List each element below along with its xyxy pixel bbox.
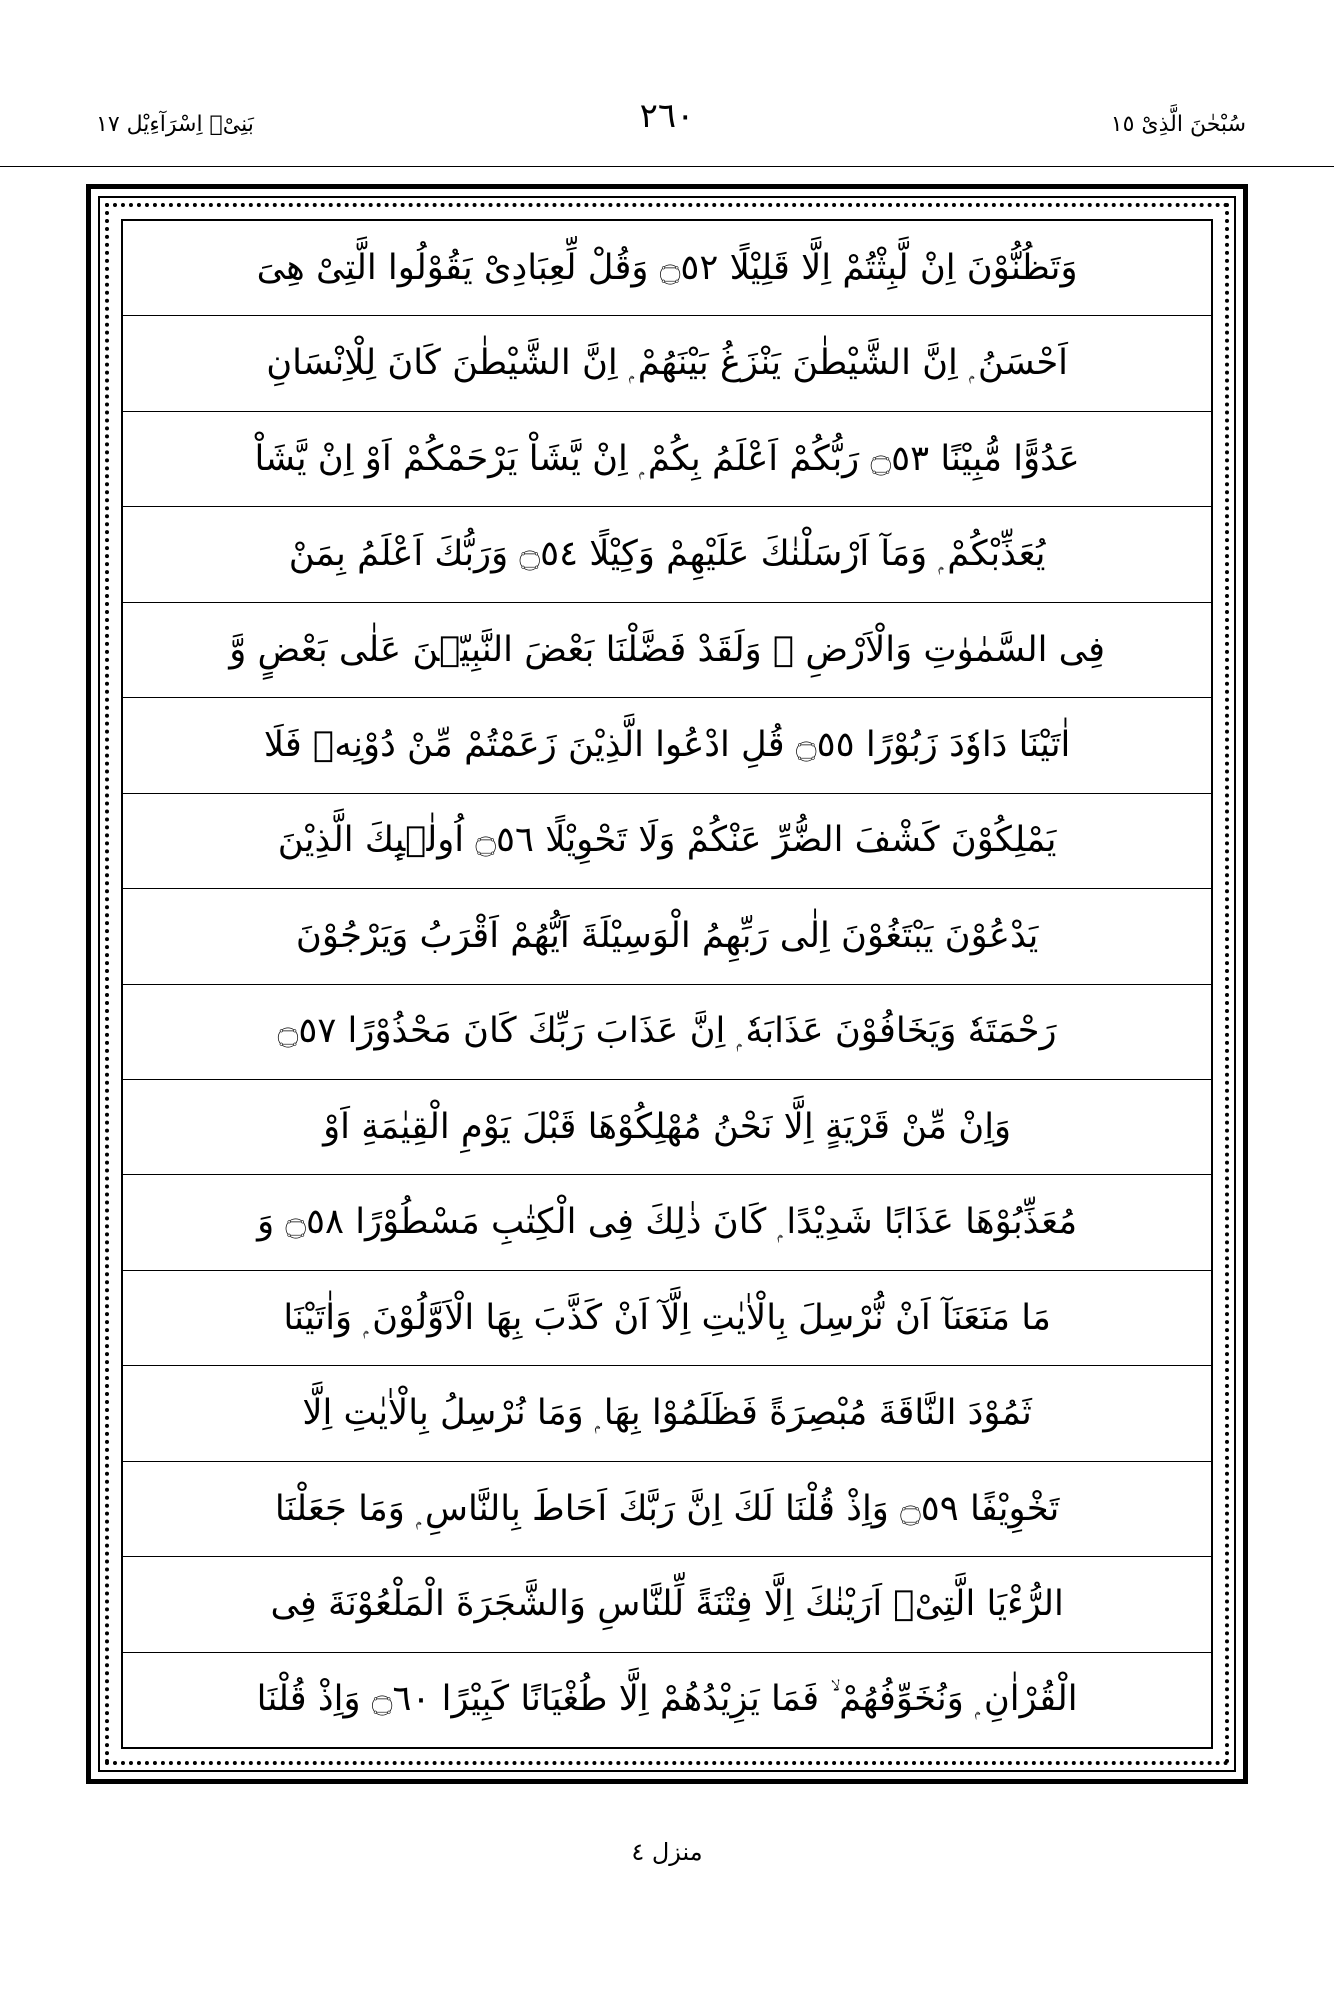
ayah-text: عَدُوًّا مُّبِيْنًا ۝٥٣ رَبُّكُمْ اَعْلَمُ بِكُمْ ۭ اِنْ يَّشَاْ يَرْحَمْكُمْ اَوْ اِنْ يَّشَاْ <box>254 438 1080 479</box>
header-divider <box>0 166 1334 167</box>
ayah-text: يُعَذِّبْكُمْ ۭ وَمَآ اَرْسَلْنٰكَ عَلَيْهِمْ وَكِيْلًا ۝٥٤ وَرَبُّكَ اَعْلَمُ بِمَنْ <box>288 534 1046 575</box>
ayah-line <box>123 603 1211 698</box>
ayah-text: وَاِنْ مِّنْ قَرْيَةٍ اِلَّا نَحْنُ مُهْلِكُوْهَا قَبْلَ يَوْمِ الْقِيٰمَةِ اَوْ <box>322 1106 1012 1147</box>
ayah-text: اٰتَيْنَا دَاوٗدَ زَبُوْرًا ۝٥٥ قُلِ ادْعُوا الَّذِيْنَ زَعَمْتُمْ مِّنْ دُوْنِهٖ فَلَا <box>263 725 1071 766</box>
ayah-text: مُعَذِّبُوْهَا عَذَابًا شَدِيْدًا ۭ كَانَ ذٰلِكَ فِى الْكِتٰبِ مَسْطُوْرًا ۝٥٨ وَ <box>256 1202 1078 1243</box>
ayah-line <box>123 1557 1211 1652</box>
ayah-line <box>123 507 1211 602</box>
surah-label: بَنِىْۤ اِسْرَآءِيْل ١٧ <box>96 112 254 137</box>
ayah-line <box>123 316 1211 411</box>
page-number: ٢٦٠ <box>639 96 695 136</box>
ayah-line <box>123 221 1211 316</box>
ayah-line <box>123 889 1211 984</box>
ayah-lines <box>123 221 1211 1747</box>
ayah-text: ثَمُوْدَ النَّاقَةَ مُبْصِرَةً فَظَلَمُوْا بِهَا ۭ وَمَا نُرْسِلُ بِالْاٰيٰتِ اِلَّا <box>302 1393 1032 1434</box>
ayah-text: يَمْلِكُوْنَ كَشْفَ الضُّرِّ عَنْكُمْ وَلَا تَحْوِيْلًا ۝٥٦ اُولٰۗىِٕكَ الَّذِيْنَ <box>277 820 1057 861</box>
ayah-line <box>123 1366 1211 1461</box>
text-frame-border-dotted <box>105 203 1229 1765</box>
ayah-text: فِى السَّمٰوٰتِ وَالْاَرْضِ ۭ وَلَقَدْ فَضَّلْنَا بَعْضَ النَّبِيّٖنَ عَلٰى بَعْضٍ وَّ <box>229 629 1105 670</box>
juz-label: سُبْحٰنَ الَّذِىْ ١٥ <box>1110 112 1246 137</box>
ayah-line <box>123 1462 1211 1557</box>
ayah-text: اَحْسَنُ ۭ اِنَّ الشَّيْطٰنَ يَنْزَغُ بَيْنَهُمْ ۭ اِنَّ الشَّيْطٰنَ كَانَ لِلْاِنْسَانِ <box>266 343 1068 384</box>
ayah-line <box>123 412 1211 507</box>
ayah-line <box>123 698 1211 793</box>
ayah-text: تَخْوِيْفًا ۝٥٩ وَاِذْ قُلْنَا لَكَ اِنَّ رَبَّكَ اَحَاطَ بِالنَّاسِ ۭ وَمَا جَعَلْنَا <box>274 1488 1060 1529</box>
ayah-text: الرُّءْيَا الَّتِىْۤ اَرَيْنٰكَ اِلَّا فِتْنَةً لِّلنَّاسِ وَالشَّجَرَةَ الْمَلْعُوْنَةَ فِى <box>270 1583 1064 1624</box>
ayah-text: الْقُرْاٰنِ ۭ وَنُخَوِّفُهُمْ ۙ فَمَا يَزِيْدُهُمْ اِلَّا طُغْيَانًا كَبِيْرًا ۝٦٠ وَاِذْ قُلْنَا <box>256 1679 1078 1720</box>
ayah-text: مَا مَنَعَنَآ اَنْ نُّرْسِلَ بِالْاٰيٰتِ اِلَّآ اَنْ كَذَّبَ بِهَا الْاَوَّلُوْنَ ۭ وَاٰتَيْنَا <box>283 1297 1051 1338</box>
ayah-text: وَتَظُنُّوْنَ اِنْ لَّبِثْتُمْ اِلَّا قَلِيْلًا ۝٥٢ وَقُلْ لِّعِبَادِىْ يَقُوْلُوا الَّتِىْ هِىَ <box>256 247 1078 288</box>
ayah-line <box>123 1271 1211 1366</box>
ayah-text: رَحْمَتَهٗ وَيَخَافُوْنَ عَذَابَهٗ ۭ اِنَّ عَذَابَ رَبِّكَ كَانَ مَحْذُوْرًا ۝٥٧ <box>277 1011 1057 1052</box>
ayah-line <box>123 794 1211 889</box>
ayah-text: يَدْعُوْنَ يَبْتَغُوْنَ اِلٰى رَبِّهِمُ الْوَسِيْلَةَ اَيُّهُمْ اَقْرَبُ وَيَرْجُوْنَ <box>295 915 1039 956</box>
text-frame-inner <box>121 219 1213 1749</box>
ayah-line <box>123 1653 1211 1747</box>
text-frame-border-middle <box>98 196 1236 1772</box>
text-frame <box>86 184 1248 1784</box>
manzil-label: منزل ٤ <box>631 1838 703 1866</box>
page-footer <box>0 1838 1334 1866</box>
ayah-line <box>123 1080 1211 1175</box>
ayah-line <box>123 985 1211 1080</box>
ayah-line <box>123 1175 1211 1270</box>
